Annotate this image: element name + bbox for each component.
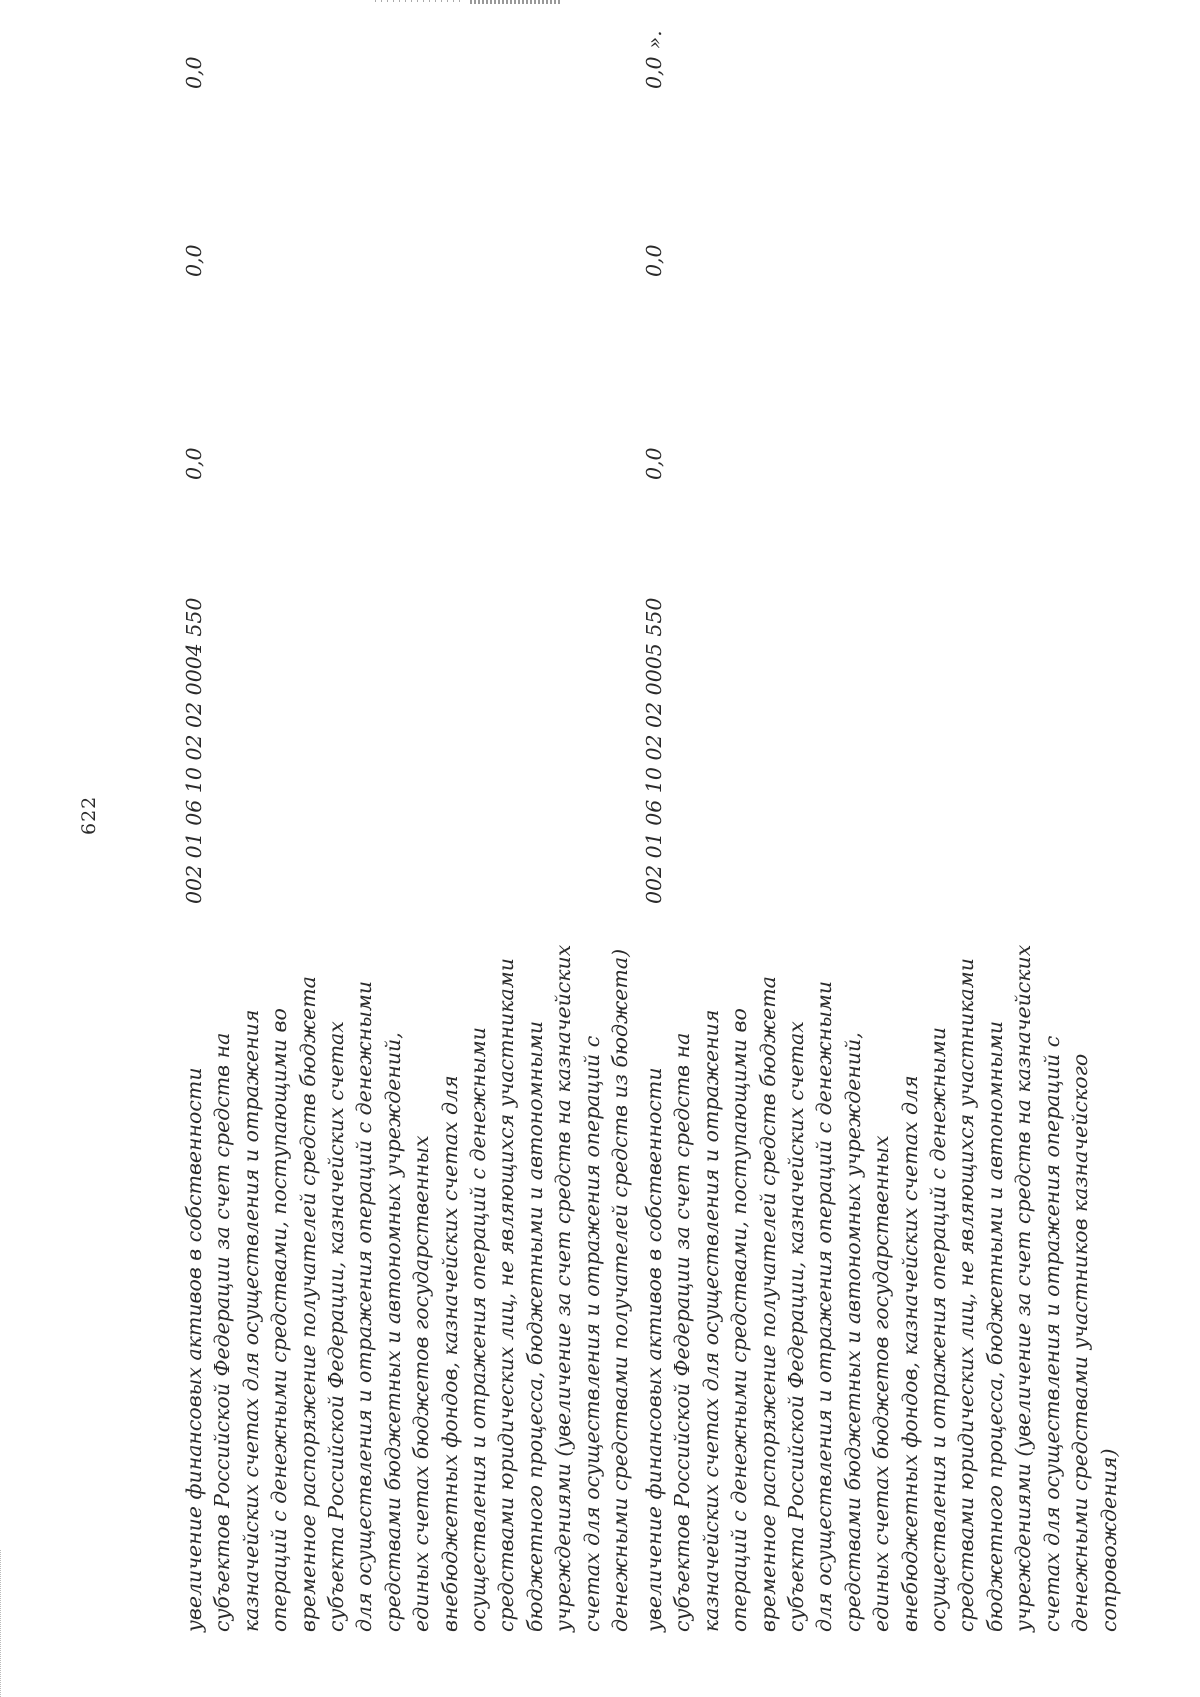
value-cell-3: 0,0 (642, 56, 666, 89)
description-line: операций с денежными средствами, поступающими во (727, 1008, 752, 1632)
closing-quote-mark: ». (642, 30, 666, 49)
value-cell-1: 0,0 (642, 447, 666, 480)
budget-classification-code: 002 01 06 10 02 02 0004 550 (182, 597, 206, 904)
description-line: средствами юридических лиц, не являющихся участниками (494, 958, 519, 1632)
description-line: единых счетах бюджетов государственных (869, 1135, 894, 1632)
description-line: бюджетного процесса, бюджетными и автономными (982, 1020, 1007, 1632)
page-number: 622 (78, 795, 100, 835)
description-line: осуществления и отражения операций с денежными (466, 1027, 491, 1632)
description-line: счетах для осуществления и отражения операций с (1039, 1035, 1064, 1632)
description-line: казначейских счетах для осуществления и отражения (698, 1009, 723, 1632)
description-line: единых счетах бюджетов государственных (409, 1135, 434, 1632)
budget-classification-code: 002 01 06 10 02 02 0005 550 (642, 597, 666, 904)
description-line: увеличение финансовых активов в собственности (642, 1067, 666, 1632)
description-line: субъекта Российской Федерации, казначейских счетах (784, 1021, 809, 1632)
description-line: увеличение финансовых активов в собственности (182, 1067, 206, 1632)
row-description (180, 912, 635, 1632)
description-line: средствами бюджетных и автономных учреждений, (380, 1032, 405, 1632)
description-line: субъектов Российской Федерации за счет средств на (210, 1032, 235, 1632)
value-cell-2: 0,0 (642, 244, 666, 277)
description-line: средствами бюджетных и автономных учреждений, (840, 1032, 865, 1632)
description-line: операций с денежными средствами, поступающими во (267, 1008, 292, 1632)
row-description (640, 912, 1123, 1632)
value-cell-3: 0,0 (182, 56, 206, 89)
description-line: учреждениями (увеличение за счет средств на казначейских (1011, 944, 1036, 1632)
description-line: денежными средствами участников казначейского (1068, 1053, 1093, 1632)
description-line: средствами юридических лиц, не являющихся участниками (954, 958, 979, 1632)
value-cell-1: 0,0 (182, 447, 206, 480)
description-line: счетах для осуществления и отражения операций с (579, 1035, 604, 1632)
description-line: внебюджетных фондов, казначейских счетах для (897, 1075, 922, 1632)
description-line: денежными средствами получателей средств из бюджета) (608, 948, 633, 1632)
description-line: бюджетного процесса, бюджетными и автономными (522, 1020, 547, 1632)
description-line: сопровождения) (1096, 1448, 1121, 1632)
description-line: для осуществления и отражения операций с денежными (352, 980, 377, 1632)
description-line: осуществления и отражения операций с денежными (926, 1027, 951, 1632)
description-line: внебюджетных фондов, казначейских счетах для (437, 1075, 462, 1632)
description-line: учреждениями (увеличение за счет средств на казначейских (551, 944, 576, 1632)
value-cell-2: 0,0 (182, 244, 206, 277)
description-line: временное распоряжение получателей средств бюджета (755, 976, 780, 1632)
description-line: временное распоряжение получателей средств бюджета (295, 976, 320, 1632)
description-line: казначейских счетах для осуществления и отражения (238, 1009, 263, 1632)
description-line: субъектов Российской Федерации за счет средств на (670, 1032, 695, 1632)
description-line: для осуществления и отражения операций с денежными (812, 980, 837, 1632)
description-line: субъекта Российской Федерации, казначейских счетах (324, 1021, 349, 1632)
